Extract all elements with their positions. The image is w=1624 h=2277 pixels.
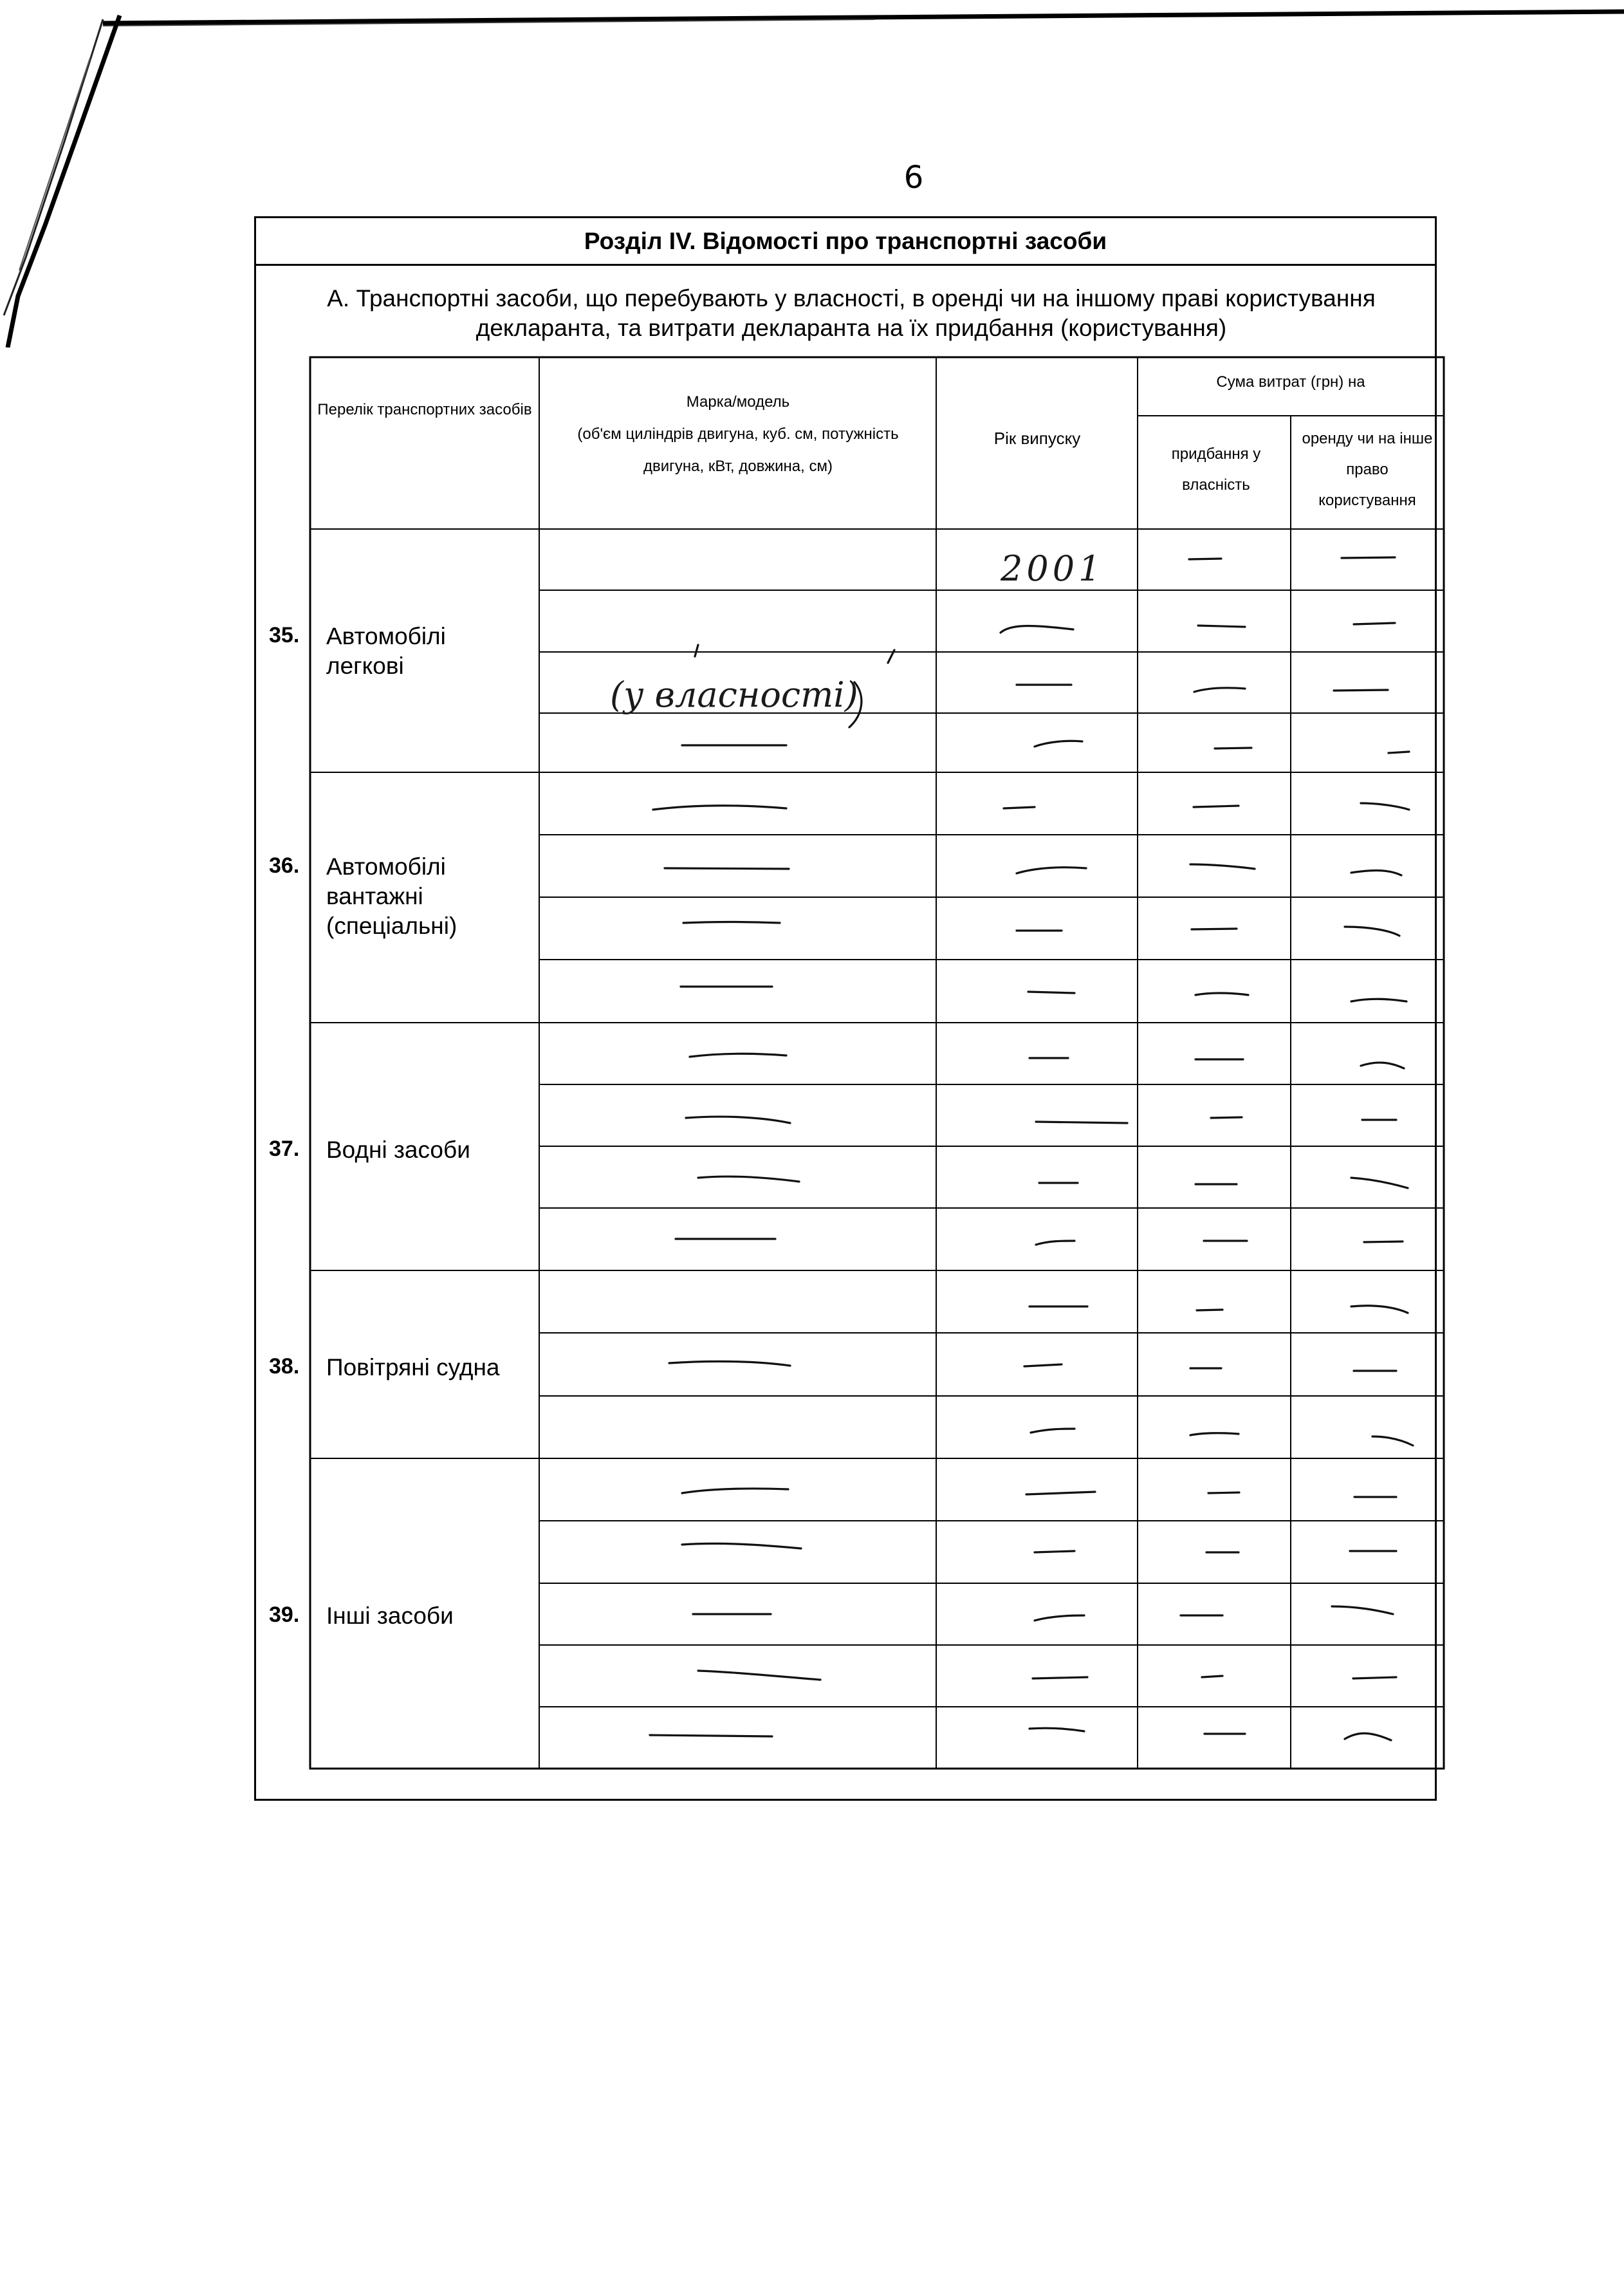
header-year: Рік випуску: [993, 429, 1081, 448]
group-label: Повітряні судна: [326, 1354, 500, 1380]
group-number: 35.: [269, 623, 300, 647]
group-label: Інші засоби: [326, 1603, 454, 1629]
header-purchase: придбання у власність: [1171, 445, 1261, 494]
header-make-model-title: Марка/модель: [686, 393, 790, 411]
handwritten-year: 2001: [1001, 548, 1105, 589]
group-number: 36.: [269, 853, 300, 878]
header-rent: оренду чи на інше право користування: [1302, 430, 1433, 509]
handwritten-dashes: [650, 557, 1413, 1740]
header-expenses: Сума витрат (грн) на: [1216, 373, 1365, 391]
page-number: 6: [903, 160, 924, 196]
group-label: Автомобілі легкові: [326, 623, 446, 679]
group-number: 39.: [269, 1603, 300, 1627]
group-number: 38.: [269, 1354, 300, 1379]
handwritten-ownership-note: (у власності): [610, 674, 858, 715]
group-label: Водні засоби: [326, 1137, 470, 1163]
header-make-model-note: (об'єм циліндрів двигуна, куб. см, потужність двигуна, кВт, довжина, см): [577, 425, 899, 475]
group-number: 37.: [269, 1137, 300, 1161]
group-label: Автомобілі вантажні (спеціальні): [326, 853, 457, 939]
header-list: Перелік транспортних засобів: [317, 401, 532, 418]
section-title: Розділ IV. Відомості про транспортні засоби: [256, 218, 1435, 266]
subsection-title: А. Транспортні засоби, що перебувають у власності, в оренді чи на іншому праві користування декларанта, та витрати декларанта на їх придбання (користування): [327, 285, 1376, 341]
